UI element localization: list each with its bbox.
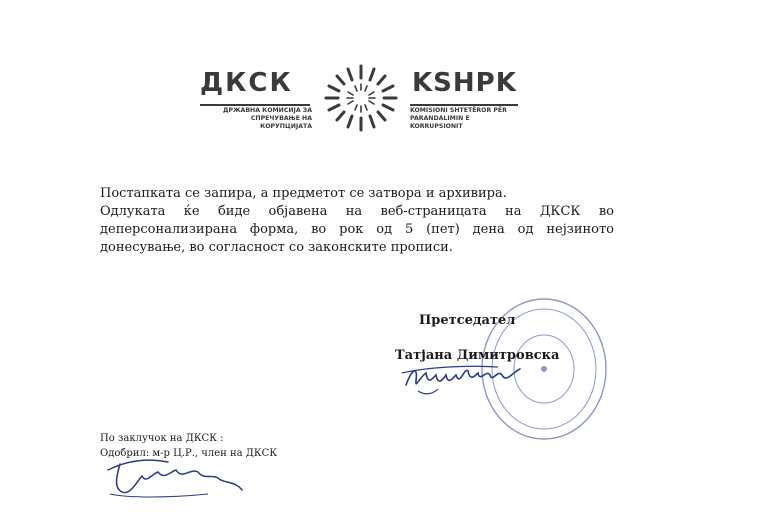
chair-title: Претседател (419, 313, 516, 328)
paragraph-publication: Одлуката ќе биде објавена на веб-страницата на ДКСК во деперсонализирана форма, во рок од 5 (пет) дена од нејзиното донесување, во согласност со законските прописи. (100, 204, 614, 255)
approval-line1: По заклучок на ДКСК : (100, 433, 224, 444)
logo-rule-right (410, 104, 518, 106)
decision-text (100, 185, 614, 257)
dksk-logo (200, 62, 520, 134)
approver-signature-icon (98, 450, 250, 502)
chair-signature-icon (398, 355, 528, 400)
logo-subtitle-mk (200, 107, 312, 131)
approval-line2: Одобрил: м-р Ц.Р., член на ДКСК (100, 448, 278, 459)
logo-title-sq: KSHPK (412, 68, 517, 98)
paragraph-procedure: Постапката се запира, а предметот се затвора и архивира. (100, 186, 507, 201)
logo-rule-left (200, 104, 310, 106)
chair-name: Татјана Димитровска (395, 348, 560, 363)
logo-subtitle-mk-line1: ДРЖАВНА КОМИСИЈА ЗА (222, 107, 312, 114)
logo-title-mk: ДКСК (200, 68, 293, 98)
sunburst-icon (318, 62, 404, 134)
logo-subtitle-sq-line1: KOMISIONI SHTETËROR PËR (410, 107, 507, 114)
logo-subtitle-sq-line2: PARANDALIMIN E KORRUPSIONIT (410, 115, 470, 130)
logo-subtitle-sq (410, 107, 522, 131)
logo-subtitle-mk-line2: СПРЕЧУВАЊЕ НА КОРУПЦИЈАТА (250, 115, 312, 130)
